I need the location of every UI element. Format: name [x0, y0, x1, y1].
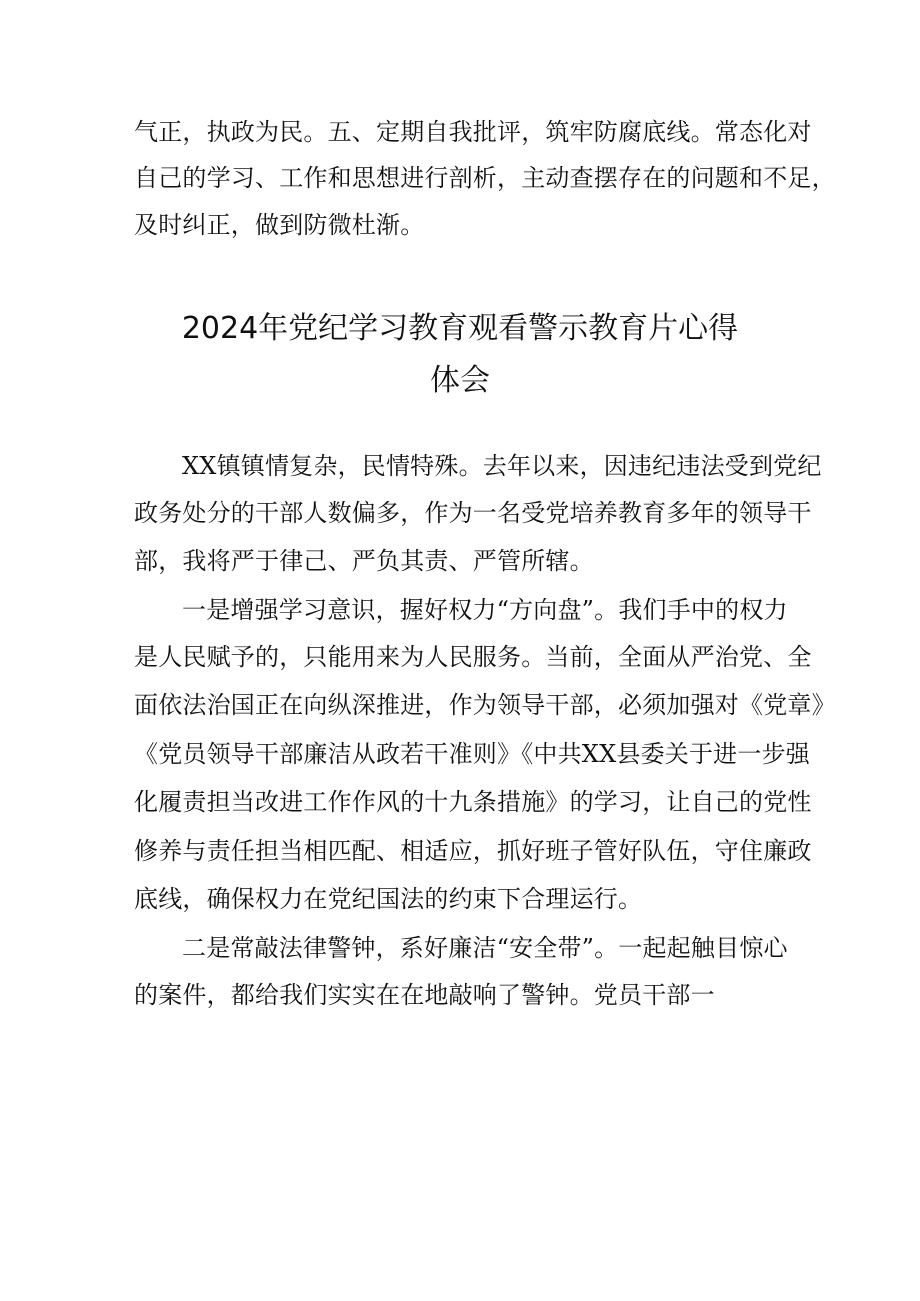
article-title-line-2: 体会	[430, 363, 490, 398]
text-line: 政务处分的干部人数偏多，作为一名受党培养教育多年的领导干	[134, 499, 812, 527]
text-line: 气正，执政为民。五、定期自我批评，筑牢防腐底线。常态化对	[134, 118, 812, 146]
text-line: 是人民赋予的，只能用来为人民服务。当前，全面从严治党、全	[134, 643, 812, 671]
text-line: XX镇镇情复杂，民情特殊。去年以来，因违纪违法受到党纪	[182, 452, 822, 480]
text-line: 底线，确保权力在党纪国法的约束下合理运行。	[134, 885, 643, 913]
text-line: 《党员领导干部廉洁从政若干准则》《中共XX县委关于进一步强	[134, 740, 810, 768]
text-line: 一是增强学习意识，握好权力“方向盘”。我们手中的权力	[182, 596, 788, 624]
text-line: 二是常敲法律警钟，系好廉洁“安全带”。一起起触目惊心	[182, 934, 788, 962]
text-line: 修养与责任担当相匹配、相适应，抓好班子管好队伍，守住廉政	[134, 837, 812, 865]
text-line: 化履责担当改进工作作风的十九条措施》的学习，让自己的党性	[134, 788, 812, 816]
article-title-line-1: 2024年党纪学习教育观看警示教育片心得	[181, 311, 739, 346]
text-line: 及时纠正，做到防微杜渐。	[134, 211, 425, 239]
text-line: 的案件，都给我们实实在在地敲响了警钟。党员干部一	[134, 981, 715, 1009]
text-line: 自己的学习、工作和思想进行剖析，主动查摆存在的问题和不足，	[134, 164, 836, 192]
text-line: 面依法治国正在向纵深推进，作为领导干部，必须加强对《党章》	[134, 691, 836, 719]
text-line: 部，我将严于律己、严负其责、严管所辖。	[134, 547, 594, 575]
